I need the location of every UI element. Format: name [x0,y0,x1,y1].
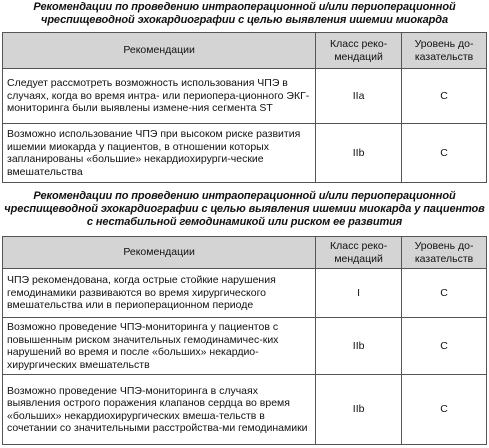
recommendation-class: IIb [316,318,402,375]
header-class: Класс реко-мендаций [316,237,402,269]
section-title-hemodynamics: Рекомендации по проведению интраоперационной и/или периоперационной чреспищеводной эхокардиографии с целью выявления ишемии миокарда у пациентов с нестабильной гемодинамикой или риском ее развития [4,190,485,228]
recommendation-class: I [316,269,402,318]
header-recommendations: Рекомендации [3,33,316,69]
table-header-row [3,33,487,69]
table-row [3,124,487,183]
header-class: Класс реко-мендаций [316,33,402,69]
recommendations-table-ischemia [2,32,487,183]
recommendation-text: Следует рассмотреть возможность использования ЧПЭ в случаях, когда во время интра- или периопера-ционного ЭКГ-мониторинга были выявлены измене-ния сегмента ST [3,69,316,124]
recommendations-table-hemodynamics [2,236,487,445]
recommendation-text: Возможно использование ЧПЭ при высоком риске развития ишемии миокарда у пациентов, в отношении которых запланированы «большие» некардиохирурги-ческие вмешательства [3,124,316,183]
recommendation-class: IIb [316,375,402,445]
evidence-level: C [402,124,487,183]
header-level: Уровень до-казательств [402,237,487,269]
table-row [3,318,487,375]
table-row [3,269,487,318]
table-row [3,375,487,445]
table-row [3,69,487,124]
recommendation-text: ЧПЭ рекомендована, когда острые стойкие нарушения гемодинамики развиваются во время хирургического вмешательства или в периоперационном периоде [3,269,316,318]
header-level: Уровень до-казательств [402,33,487,69]
header-recommendations: Рекомендации [3,237,316,269]
evidence-level: C [402,318,487,375]
recommendation-text: Возможно проведение ЧПЭ-мониторинга у пациентов с повышенным риском значительных гемодинамичес-ких нарушений во время и после «больших» некардио-хирургических вмешательств [3,318,316,375]
section-title-ischemia: Рекомендации по проведению интраоперационной и/или периоперационной чреспищеводной эхокардиографии с целью выявления ишемии миокарда [33,1,456,26]
recommendation-text: Возможно проведение ЧПЭ-мониторинга в случаях выявления острого поражения клапанов сердца во время «больших» некардиохирургических вмеша-тельств в сочетании со значительными расстройства-ми гемодинамики [3,375,316,445]
recommendation-class: IIa [316,69,402,124]
evidence-level: C [402,269,487,318]
recommendation-class: IIb [316,124,402,183]
table-header-row [3,237,487,269]
evidence-level: C [402,69,487,124]
evidence-level: C [402,375,487,445]
